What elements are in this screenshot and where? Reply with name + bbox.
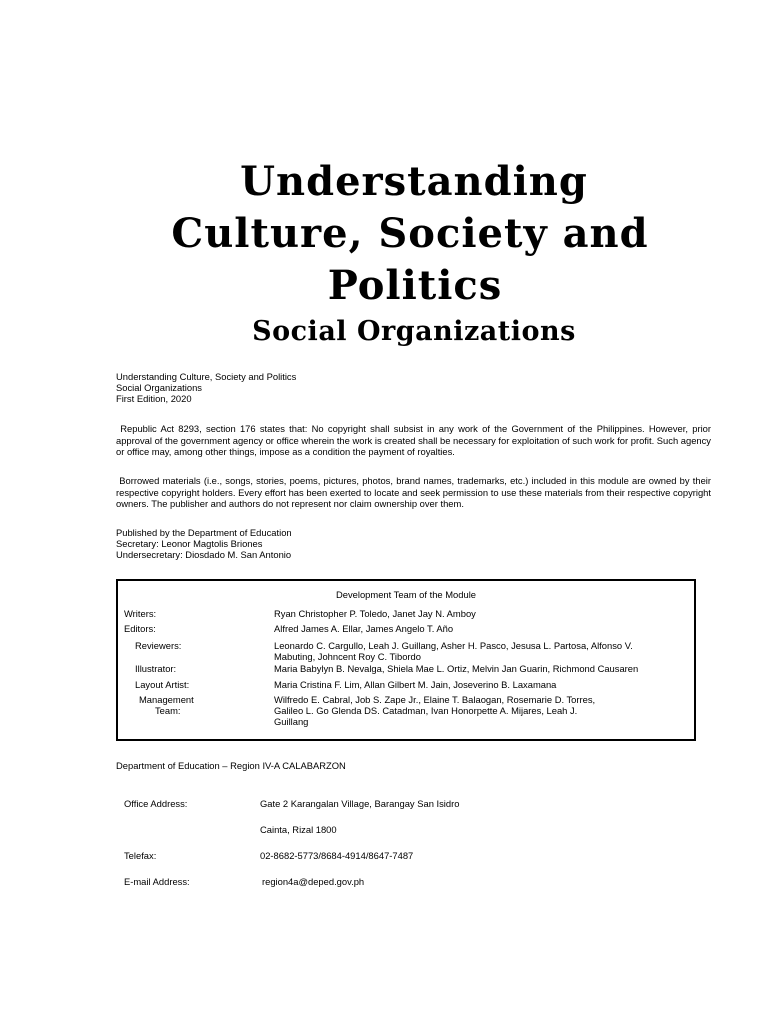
copyright-paragraph <box>116 423 711 458</box>
publisher-line: Published by the Department of Education <box>116 527 292 538</box>
management-value-line: Galileo L. Go Glenda DS. Catadman, Ivan Honorpette A. Mijares, Leah J. <box>274 705 578 716</box>
reviewers-value <box>274 640 679 662</box>
development-team-box <box>116 579 696 741</box>
email-value: region4a@deped.gov.ph <box>262 876 365 887</box>
illustrator-value: Maria Babylyn B. Nevalga, Shiela Mae L. Ortiz, Melvin Jan Guarin, Richmond Causaren <box>274 663 639 674</box>
writers-value: Ryan Christopher P. Toledo, Janet Jay N. Amboy <box>274 608 476 619</box>
email-label: E-mail Address: <box>124 876 190 887</box>
layout-artist-label: Layout Artist: <box>135 679 190 690</box>
management-label <box>139 694 194 716</box>
management-label-line: Management <box>139 694 194 705</box>
telefax-label: Telefax: <box>124 850 157 861</box>
team-heading: Development Team of the Module <box>335 589 476 600</box>
publisher-info <box>116 527 292 560</box>
editors-value: Alfred James A. Ellar, James Angelo T. Año <box>274 623 454 634</box>
edition-line-edition: First Edition, 2020 <box>116 393 192 404</box>
undersecretary-line: Undersecretary: Diosdado M. San Antonio <box>116 549 292 560</box>
secretary-line: Secretary: Leonor Magtolis Briones <box>116 538 263 549</box>
reviewers-value-line: Leonardo C. Cargullo, Leah J. Guillang, Asher H. Pasco, Jesusa L. Partosa, Alfonso V. <box>274 640 633 651</box>
illustrator-label: Illustrator: <box>135 663 177 674</box>
title-line-2: Culture, Society and <box>171 210 649 257</box>
reviewers-value-line: Mabuting, Johncent Roy C. Tibordo <box>274 651 421 662</box>
management-value <box>274 694 679 727</box>
copyright-text: Republic Act 8293, section 176 states that: No copyright shall subsist in any work of the Government of the Philippines. However, prior approval of the government agency or office wherein the work is created shall be necessary for exploitation of such work for profit. Such agency or office may, among other things, impose as a condition the payment of royalties. <box>116 423 711 457</box>
office-address-label: Office Address: <box>124 798 188 809</box>
editors-label: Editors: <box>124 623 156 634</box>
borrowed-materials-paragraph <box>116 475 711 510</box>
title-line-1: Understanding <box>240 158 588 205</box>
office-address-line: Cainta, Rizal 1800 <box>260 824 337 835</box>
borrowed-materials-text: Borrowed materials (i.e., songs, stories, poems, pictures, photos, brand names, trademarks, etc.) included in this module are owned by their respective copyright holders. Every effort has been exerted to locate and seek permission to use these materials from their respective copyright owners. The publisher and authors do not represent nor claim ownership over them. <box>116 475 711 509</box>
layout-artist-value: Maria Cristina F. Lim, Allan Gilbert M. Jain, Joseverino B. Laxamana <box>274 679 557 690</box>
edition-info <box>116 371 296 404</box>
management-value-line: Wilfredo E. Cabral, Job S. Zape Jr., Elaine T. Balaogan, Rosemarie D. Torres, <box>274 694 596 705</box>
cover-title <box>0 156 768 312</box>
edition-line-book-title: Understanding Culture, Society and Politics <box>116 371 297 382</box>
management-label-line: Team: <box>155 705 181 716</box>
region-name: Department of Education – Region IV-A CALABARZON <box>116 760 346 771</box>
reviewers-label: Reviewers: <box>135 640 182 651</box>
telefax-value: 02-8682-5773/8684-4914/8647-7487 <box>260 850 414 861</box>
title-line-3: Politics <box>327 262 503 309</box>
edition-line-module-title: Social Organizations <box>116 382 202 393</box>
management-value-line: Guillang <box>274 716 309 727</box>
writers-label: Writers: <box>124 608 157 619</box>
cover-subtitle: Social Organizations <box>252 316 576 347</box>
office-address-line: Gate 2 Karangalan Village, Barangay San Isidro <box>260 798 460 809</box>
